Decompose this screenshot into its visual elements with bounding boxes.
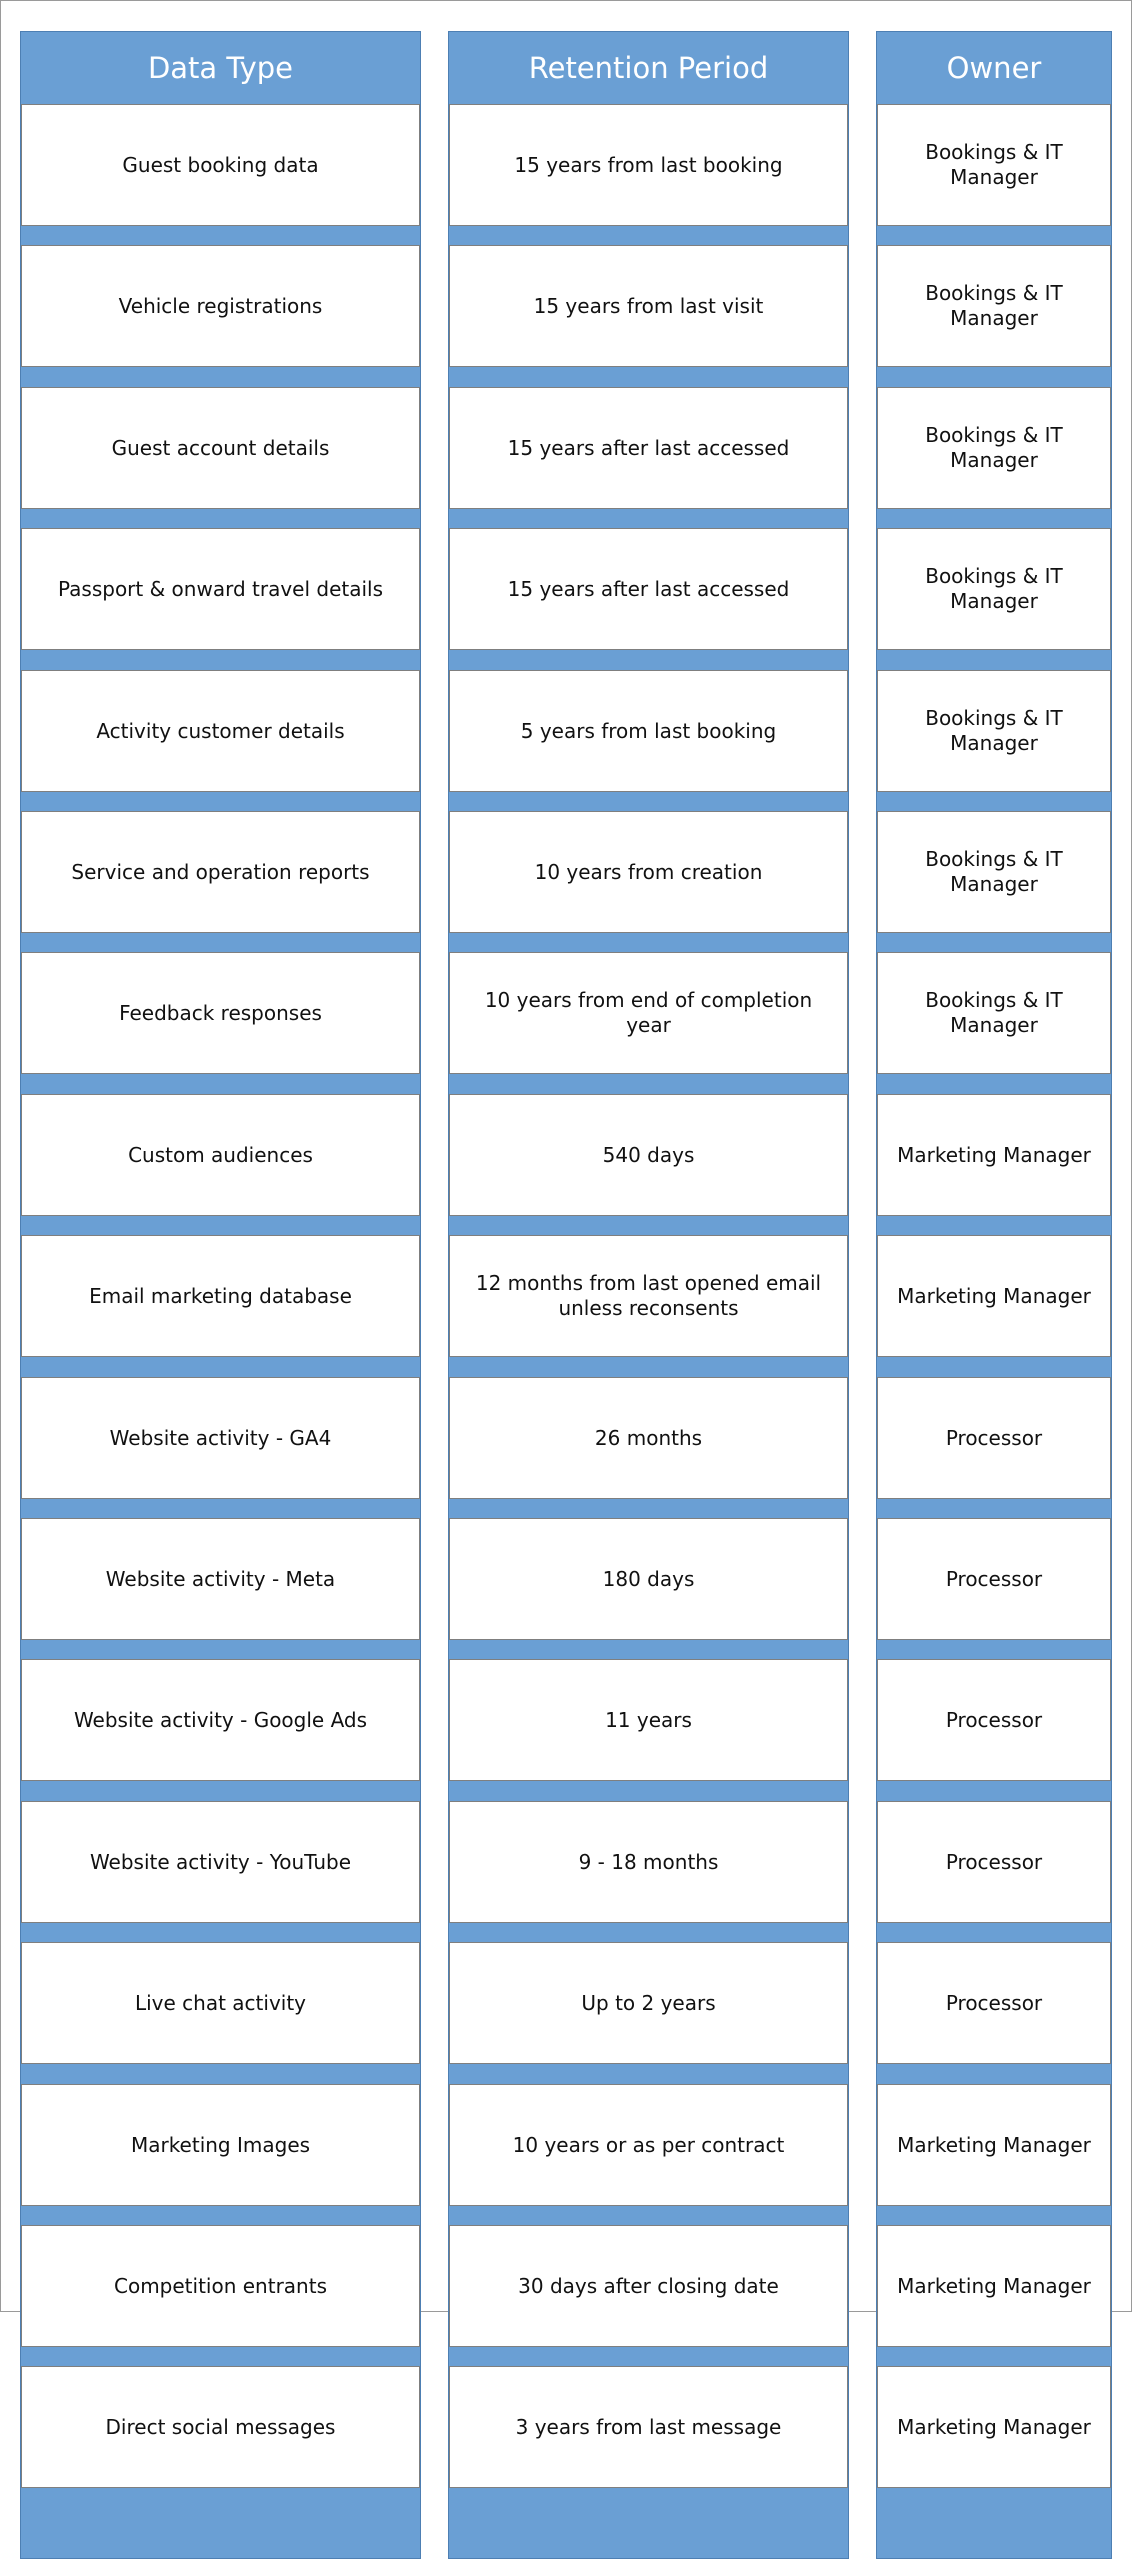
column-header-retention-period: Retention Period xyxy=(528,51,769,85)
data-type-cell: Guest account details xyxy=(21,387,420,509)
data-type-cell: Guest booking data xyxy=(21,104,420,226)
data-type-cell: Vehicle registrations xyxy=(21,245,420,367)
retention-period-cell: 15 years from last visit xyxy=(449,245,848,367)
owner-cell: Bookings & IT Manager xyxy=(877,387,1111,509)
owner-cell: Processor xyxy=(877,1377,1111,1499)
owner-cell: Bookings & IT Manager xyxy=(877,104,1111,226)
retention-period-cell: 15 years after last accessed xyxy=(449,387,848,509)
data-type-cell: Live chat activity xyxy=(21,1942,420,2064)
retention-period-cell: 3 years from last message xyxy=(449,2366,848,2488)
retention-period-cell: 540 days xyxy=(449,1094,848,1216)
owner-cell: Processor xyxy=(877,1659,1111,1781)
owner-cell: Processor xyxy=(877,1801,1111,1923)
owner-cell: Processor xyxy=(877,1518,1111,1640)
retention-period-cell: 30 days after closing date xyxy=(449,2225,848,2347)
data-type-cell: Website activity - Google Ads xyxy=(21,1659,420,1781)
owner-cell: Marketing Manager xyxy=(877,1235,1111,1357)
owner-cell: Processor xyxy=(877,1942,1111,2064)
data-type-cell: Direct social messages xyxy=(21,2366,420,2488)
owner-cell: Bookings & IT Manager xyxy=(877,245,1111,367)
retention-period-cell: 26 months xyxy=(449,1377,848,1499)
column-header-data-type: Data Type xyxy=(147,51,294,85)
owner-cell: Bookings & IT Manager xyxy=(877,670,1111,792)
data-type-cell: Email marketing database xyxy=(21,1235,420,1357)
column-header-owner: Owner xyxy=(946,51,1042,85)
retention-period-cell: 5 years from last booking xyxy=(449,670,848,792)
retention-period-cell: 10 years or as per contract xyxy=(449,2084,848,2206)
column-retention-period xyxy=(448,31,849,2559)
data-type-cell: Website activity - GA4 xyxy=(21,1377,420,1499)
owner-cell: Marketing Manager xyxy=(877,2225,1111,2347)
retention-period-cell: 9 - 18 months xyxy=(449,1801,848,1923)
data-type-cell: Activity customer details xyxy=(21,670,420,792)
data-type-cell: Website activity - YouTube xyxy=(21,1801,420,1923)
data-type-cell: Custom audiences xyxy=(21,1094,420,1216)
column-owner xyxy=(876,31,1112,2559)
retention-period-cell: 12 months from last opened email unless reconsents xyxy=(449,1235,848,1357)
data-type-cell: Feedback responses xyxy=(21,952,420,1074)
data-type-cell: Passport & onward travel details xyxy=(21,528,420,650)
retention-period-cell: 15 years from last booking xyxy=(449,104,848,226)
data-type-cell: Service and operation reports xyxy=(21,811,420,933)
data-type-cell: Website activity - Meta xyxy=(21,1518,420,1640)
retention-period-cell: 10 years from creation xyxy=(449,811,848,933)
owner-cell: Marketing Manager xyxy=(877,2366,1111,2488)
owner-cell: Marketing Manager xyxy=(877,1094,1111,1216)
retention-period-cell: Up to 2 years xyxy=(449,1942,848,2064)
retention-period-cell: 11 years xyxy=(449,1659,848,1781)
owner-cell: Marketing Manager xyxy=(877,2084,1111,2206)
owner-cell: Bookings & IT Manager xyxy=(877,952,1111,1074)
data-type-cell: Marketing Images xyxy=(21,2084,420,2206)
owner-cell: Bookings & IT Manager xyxy=(877,811,1111,933)
retention-period-cell: 10 years from end of completion year xyxy=(449,952,848,1074)
owner-cell: Bookings & IT Manager xyxy=(877,528,1111,650)
column-data-type xyxy=(20,31,421,2559)
retention-period-cell: 180 days xyxy=(449,1518,848,1640)
retention-period-cell: 15 years after last accessed xyxy=(449,528,848,650)
data-type-cell: Competition entrants xyxy=(21,2225,420,2347)
